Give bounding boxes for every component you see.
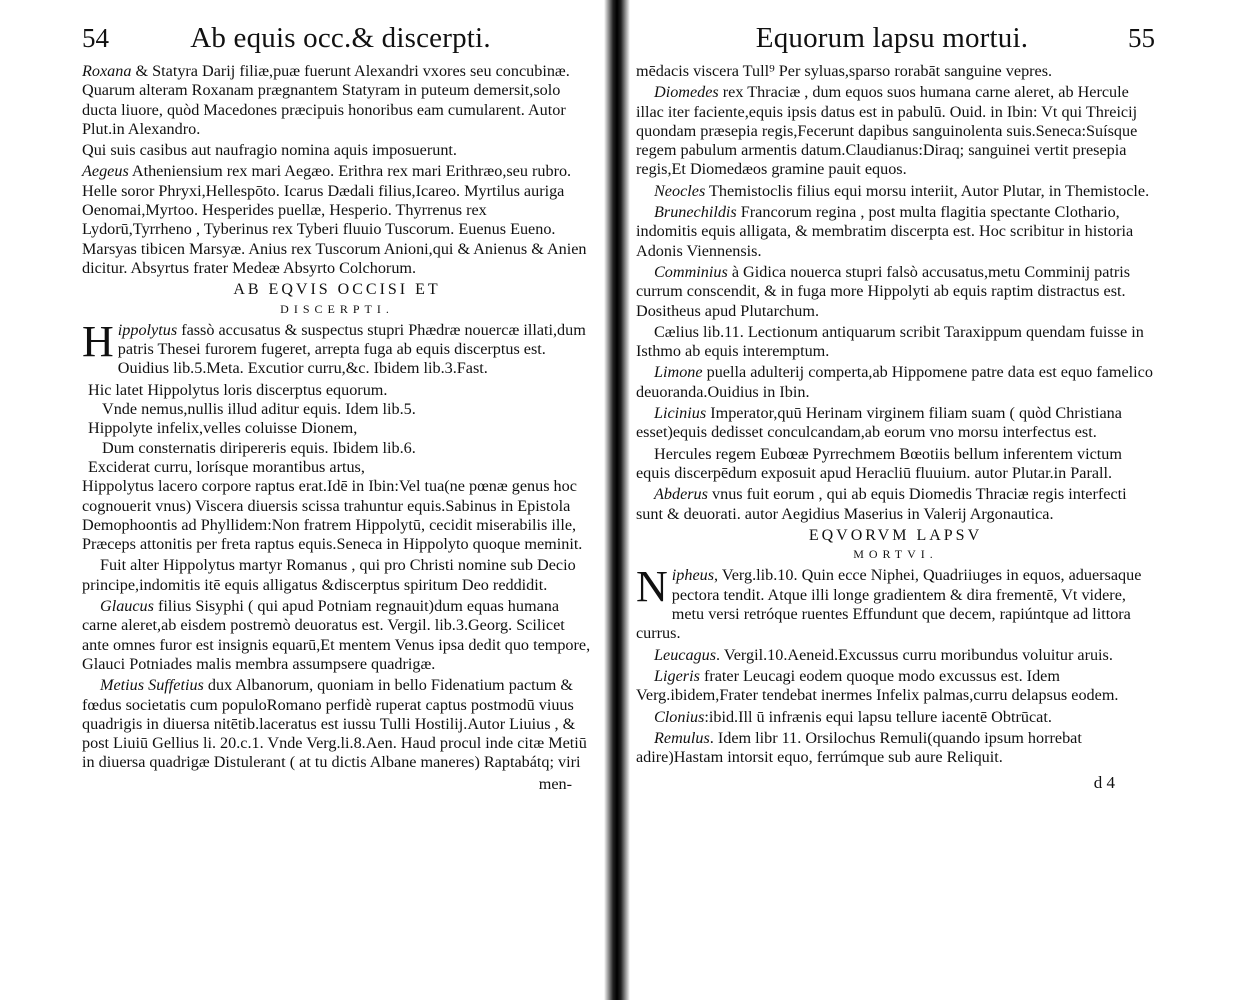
entry-name: Abderus bbox=[654, 485, 708, 504]
entry-name: Clonius bbox=[654, 707, 705, 726]
entry-name: Limone bbox=[654, 363, 703, 382]
entry-name: Leucagus bbox=[654, 645, 717, 664]
entry-name: Glaucus bbox=[100, 597, 154, 616]
verse-line: Hic latet Hippolytus loris discerptus equorum. bbox=[88, 380, 388, 399]
paragraph bbox=[636, 363, 1155, 402]
entry-name: Metius Suffetius bbox=[100, 676, 204, 695]
book-gutter bbox=[604, 0, 630, 1000]
left-page bbox=[0, 0, 606, 1000]
entry-text: vnus fuit eorum , qui ab equis Diomedis Thraciæ regis interfecti sunt & deuorati. autor Aegidius Maserius in Valerij Argonautica. bbox=[636, 485, 1127, 523]
paragraph bbox=[636, 485, 1155, 524]
left-running-head bbox=[82, 22, 592, 56]
entry-text: à Gidica nouerca stupri falsò accusatus,metu Comminij patris currum conscendit, & in fuga more Hippolyti ab equis raptim distractus est. Dositheus apud Plutarchum. bbox=[636, 262, 1131, 320]
right-head-title: Equorum lapsu mortui. bbox=[755, 22, 1029, 54]
verse-line: Exciderat curru, lorísque morantibus artus, bbox=[88, 457, 365, 476]
paragraph bbox=[636, 404, 1155, 443]
right-section-heading: EQVORVM LAPSV bbox=[808, 526, 983, 544]
right-body-text bbox=[636, 62, 1155, 793]
paragraph bbox=[636, 263, 1155, 321]
paragraph bbox=[82, 477, 592, 554]
verse-line: Dum consternatis diripereris equis. Ibidem lib.6. bbox=[102, 438, 416, 457]
paragraph bbox=[636, 667, 1155, 706]
verse-line: Vnde nemus,nullis illud aditur equis. Idem lib.5. bbox=[102, 400, 416, 419]
entry-name: Ligeris bbox=[654, 666, 700, 685]
left-body-text bbox=[82, 62, 592, 794]
entry-text: mēdacis viscera Tull⁹ Per syluas,sparso rorabāt sanguine vepres. bbox=[636, 62, 1053, 80]
paragraph bbox=[636, 708, 1155, 727]
entry-text: Hippolytus lacero corpore raptus erat.Idē in Ibin:Vel tua(ne pœnæ genus hoc cognouerit vnus) Viscera diuersis scissa trahuntur equis.Sabinus in Epistola Demophoontis ad Phyllidem:Non fratrem Hippolytū, cecidit miserabilis ille, Præceps attonitis per freta raptus equis.Seneca in Hippolyto quoque meminit. bbox=[82, 477, 583, 554]
verse-line: Hippolyte infelix,velles coluisse Dionem, bbox=[88, 419, 358, 438]
signature-mark: d 4 bbox=[1093, 773, 1115, 793]
left-section-heading: AB EQVIS OCCISI ET bbox=[233, 281, 441, 299]
hippolytus-paragraph bbox=[82, 316, 592, 379]
right-running-head bbox=[636, 22, 1155, 56]
entry-text: Francorum regina , post multa flagitia spectante Clothario, indomitis equis alligata, & membratim discerpta est. Hoc scribitur in historia Adonis Viennensis. bbox=[636, 203, 1134, 260]
entry-text: dux Albanorum, quoniam in bello Fidenatium pactum & fœdus societatis cum populoRomano perfidè ruperat captus postmodū viuus quadrigis in diuersa nitētib.laceratus est iussu Tulli Hostilij.Autor Liuius , & post Liuiū Gellius li. 20.c.1. Vnde Verg.li.8.Aen. Haud procul inde citæ Metiū in diuersa quadrigæ Distulerant ( at tu dictis Albane maneres) Raptabátq; viri bbox=[82, 676, 587, 772]
right-page-number: 55 bbox=[1127, 23, 1155, 53]
entry-text: Atheniensium rex mari Aegæo. Erithra rex mari Erithræo,seu rubro. Helle soror Phryxi,Hellespōto. Icarus Dædali filius,Icareo. Myrtilus auriga Oenomai,Myrtoo. Hesperides puellæ, Hesperio. Thyrrenus rex Lydorū,Tyrrheno , Tyberinus rex Tyberi fluuio Tuscorum. Euenus Eueno. Marsyas tibicen Marsyæ. Anius rex Tuscorum Anioni,qui & Anienus & Anien dicitur. Absyrtus frater Medeæ Absyrto Colchorum. bbox=[82, 162, 587, 277]
paragraph bbox=[82, 597, 592, 674]
paragraph bbox=[636, 62, 1155, 81]
entry-text: frater Leucagi eodem quoque modo excussus est. Idem Verg.ibidem,Frater tendebat inermes Infelix palmas,curru delapsus eodem. bbox=[636, 666, 1119, 705]
entry-text: & Statyra Darij filiæ,puæ fuerunt Alexandri vxores seu concubinæ. Quarum alteram Roxanam prægnantem Statyram in puteum demersit,solo ducta liuore, quòd Macedones præcipuis honoribus eam cumularent. Autor Plut.in Alexandro. bbox=[82, 62, 570, 138]
paragraph bbox=[636, 203, 1155, 261]
paragraph bbox=[82, 162, 592, 278]
entry-text: , Verg.lib.10. Quin ecce Niphei, Quadriiuges in equos, aduersaque pectora tendit. Atque illi longe gradientem & dira frementē, Vt videre, metu versi retróque ruentes Effundunt que decem, rapiúntque ad littora currus. bbox=[636, 566, 1142, 643]
entry-name: ipheus bbox=[671, 566, 715, 585]
paragraph bbox=[636, 729, 1155, 768]
paragraph bbox=[636, 323, 1155, 362]
entry-text: Imperator,quū Herinam virginem filiam suam ( quòd Christiana esset)equis dedisset conculcandam,ab eorum vno morsu interfectus est. bbox=[636, 404, 1122, 442]
entry-name: Aegeus bbox=[82, 162, 129, 181]
entry-text: rex Thraciæ , dum equos suos humana carne aleret, ab Hercule illac iter faciente,equis ipsis datus est in pabulū. Ouid. in Ibin: Vt qui Threicij quondam præsepia regis,Fecerunt dapibus sanguinolenta suis.Seneca:Suísque regem pabulum armentis datum.Claudianus:Diraq; sanguinei vertit presepia regis,Et Diomedæos gramine pauit equos. bbox=[636, 83, 1138, 179]
entry-name: Remulus bbox=[654, 728, 710, 747]
entry-name: Diomedes bbox=[654, 83, 719, 102]
entry-text: filius Sisyphi ( qui apud Potniam regnauit)dum equas humana carne aleret,ab eisdem postremò deuoratus est. Vergil. lib.3.Georg. Scilicet ante omnes furor est insignis equarū,Et mentem Venus ipsa dedit quo tempore, Glauci Potniades malis membra assumpsere quadrigæ. bbox=[82, 597, 591, 673]
entry-name: Brunechildis bbox=[654, 203, 737, 222]
paragraph bbox=[82, 141, 592, 160]
paragraph bbox=[636, 83, 1155, 179]
entry-text: Cælius lib.11. Lectionum antiquarum scribit Taraxippum quendam fuisse in Isthmo ab equis interemptum. bbox=[636, 322, 1144, 361]
entry-text: Fuit alter Hippolytus martyr Romanus , qui pro Christi nomine sub Decio principe,indomitis itē equis alligatus &discerptus spiritum Deo reddidit. bbox=[82, 556, 576, 594]
paragraph bbox=[636, 445, 1155, 484]
paragraph bbox=[82, 556, 592, 595]
entry-text: . Vergil.10.Aeneid.Excussus curru moribundus voluitur aruis. bbox=[716, 645, 1113, 664]
entry-text: Themistoclis filius equi morsu interiit, Autor Plutar, in Themistocle. bbox=[705, 181, 1150, 200]
entry-name: Neocles bbox=[654, 181, 706, 200]
right-section-subheading: MORTVI. bbox=[853, 547, 938, 562]
entry-name: Comminius bbox=[654, 262, 728, 281]
right-page bbox=[632, 0, 1237, 1000]
left-head-title: Ab equis occ.& discerpti. bbox=[190, 22, 491, 54]
entry-text: Hercules regem Eubœæ Pyrrechmem Bœotiis bellum inferentem victum equis discerpēdum exposuit apud Heracliū fluuium. autor Plutar.in Parall. bbox=[636, 444, 1122, 482]
catchword: men- bbox=[538, 774, 572, 793]
entry-text: Qui suis casibus aut naufragio nomina aquis imposuerunt. bbox=[82, 141, 457, 160]
left-section-subheading: DISCERPTI. bbox=[280, 301, 394, 316]
drop-cap: H bbox=[82, 316, 114, 366]
entry-name: Licinius bbox=[654, 404, 707, 423]
entry-text: :ibid.Ill ū infrænis equi lapsu tellure iacentē Obtrūcat. bbox=[704, 707, 1052, 726]
entry-text: . Idem libr 11. Orsilochus Remuli(quando ipsum horrebat adire)Hastam intorsit equo, ferrúmque sub aure Reliquit. bbox=[636, 728, 1082, 767]
left-page-number: 54 bbox=[82, 23, 109, 53]
entry-name: Roxana bbox=[82, 62, 132, 80]
entry-text: fassò accusatus & suspectus stupri Phædræ nouercæ illati,dum patris Thesei furorem fugeret, arrepta fuga ab equis discerptus est. Ouidius lib.5.Meta. Excutior curru,&c. Ibidem lib.3.Fast. bbox=[117, 320, 586, 378]
paragraph bbox=[82, 62, 592, 139]
paragraph bbox=[636, 182, 1155, 201]
entry-text: puella adulterij comperta,ab Hippomene patre data est equo famelico deuoranda.Ouidius in Ibin. bbox=[636, 363, 1153, 401]
drop-cap: N bbox=[636, 562, 668, 612]
nipheus-paragraph bbox=[636, 562, 1155, 643]
paragraph bbox=[636, 646, 1155, 665]
entry-name: ippolytus bbox=[117, 320, 178, 339]
paragraph bbox=[82, 676, 592, 772]
